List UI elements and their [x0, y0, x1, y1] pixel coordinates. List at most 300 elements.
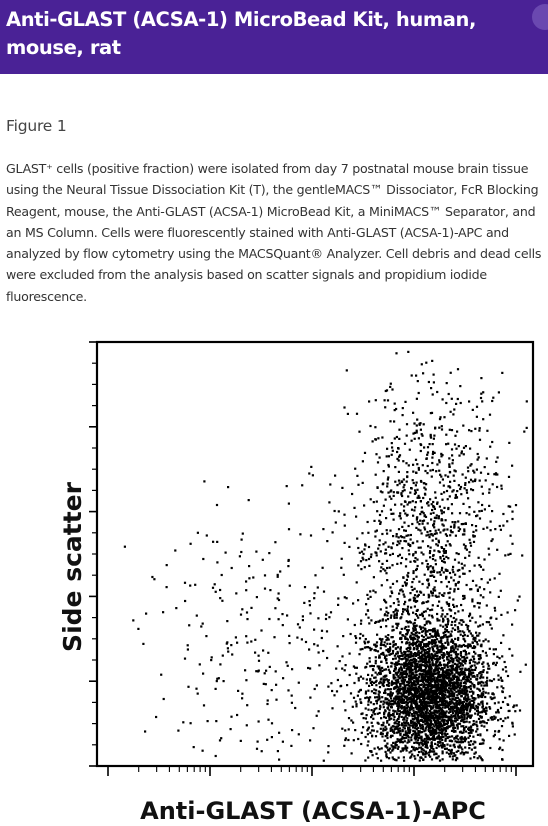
- data-point: [501, 372, 503, 374]
- data-point: [423, 446, 425, 448]
- data-point: [357, 564, 359, 566]
- data-point: [439, 506, 441, 508]
- data-point: [380, 647, 382, 649]
- data-point: [385, 639, 387, 641]
- data-point: [370, 701, 372, 703]
- data-point: [366, 663, 368, 665]
- data-point: [482, 493, 484, 495]
- data-point: [487, 640, 489, 642]
- data-point: [438, 596, 440, 598]
- data-point: [467, 628, 469, 630]
- data-point: [425, 483, 427, 485]
- data-point: [450, 544, 452, 546]
- data-point: [287, 560, 289, 562]
- data-point: [431, 746, 433, 748]
- data-point: [338, 510, 340, 512]
- data-point: [413, 422, 415, 424]
- data-point: [420, 450, 422, 452]
- data-point: [384, 600, 386, 602]
- data-point: [438, 427, 440, 429]
- data-point: [477, 654, 479, 656]
- data-point: [449, 486, 451, 488]
- data-point: [457, 697, 459, 699]
- data-point: [421, 363, 423, 365]
- data-point: [420, 444, 422, 446]
- data-point: [468, 747, 470, 749]
- data-point: [419, 757, 421, 759]
- data-point: [416, 615, 418, 617]
- data-point: [451, 398, 453, 400]
- data-point: [383, 706, 385, 708]
- data-point: [246, 724, 248, 726]
- data-point: [433, 435, 435, 437]
- data-point: [467, 737, 469, 739]
- data-point: [397, 625, 399, 627]
- data-point: [447, 663, 449, 665]
- data-point: [401, 480, 403, 482]
- data-point: [475, 584, 477, 586]
- data-point: [476, 688, 478, 690]
- data-point: [393, 495, 395, 497]
- data-point: [231, 567, 233, 569]
- data-point: [370, 498, 372, 500]
- data-point: [396, 681, 398, 683]
- data-point: [381, 510, 383, 512]
- data-point: [397, 598, 399, 600]
- data-point: [416, 482, 418, 484]
- data-point: [481, 486, 483, 488]
- data-point: [443, 723, 445, 725]
- data-point: [444, 691, 446, 693]
- data-point: [307, 667, 309, 669]
- data-point: [482, 694, 484, 696]
- data-point: [486, 604, 488, 606]
- data-point: [454, 754, 456, 756]
- data-point: [497, 719, 499, 721]
- data-point: [389, 530, 391, 532]
- data-point: [486, 722, 488, 724]
- data-point: [449, 481, 451, 483]
- data-point: [258, 655, 260, 657]
- data-point: [423, 706, 425, 708]
- data-point: [457, 631, 459, 633]
- data-point: [467, 715, 469, 717]
- data-point: [376, 673, 378, 675]
- data-point: [405, 638, 407, 640]
- data-point: [427, 735, 429, 737]
- data-point: [417, 754, 419, 756]
- data-point: [423, 487, 425, 489]
- data-point: [454, 663, 456, 665]
- data-point: [378, 520, 380, 522]
- data-point: [334, 510, 336, 512]
- data-point: [398, 471, 400, 473]
- data-point: [494, 730, 496, 732]
- data-point: [260, 629, 262, 631]
- data-point: [486, 703, 488, 705]
- data-point: [431, 575, 433, 577]
- data-point: [291, 729, 293, 731]
- data-point: [477, 643, 479, 645]
- data-point: [463, 682, 465, 684]
- data-point: [387, 688, 389, 690]
- data-point: [475, 525, 477, 527]
- data-point: [418, 661, 420, 663]
- data-point: [206, 534, 208, 536]
- data-point: [235, 636, 237, 638]
- data-point: [478, 632, 480, 634]
- data-point: [367, 704, 369, 706]
- data-point: [430, 653, 432, 655]
- data-point: [374, 426, 376, 428]
- data-point: [309, 667, 311, 669]
- data-point: [421, 433, 423, 435]
- data-point: [457, 570, 459, 572]
- data-point: [437, 544, 439, 546]
- data-point: [402, 694, 404, 696]
- data-point: [428, 684, 430, 686]
- data-point: [401, 658, 403, 660]
- data-point: [480, 566, 482, 568]
- data-point: [449, 588, 451, 590]
- data-point: [403, 692, 405, 694]
- data-point: [447, 666, 449, 668]
- data-point: [381, 670, 383, 672]
- data-point: [310, 466, 312, 468]
- data-point: [425, 727, 427, 729]
- data-point: [405, 730, 407, 732]
- data-point: [394, 403, 396, 405]
- data-point: [455, 584, 457, 586]
- data-point: [389, 649, 391, 651]
- data-point: [343, 574, 345, 576]
- data-point: [473, 720, 475, 722]
- data-point: [406, 704, 408, 706]
- data-point: [436, 596, 438, 598]
- data-point: [355, 637, 357, 639]
- data-point: [446, 528, 448, 530]
- data-point: [452, 413, 454, 415]
- data-point: [463, 528, 465, 530]
- data-point: [236, 642, 238, 644]
- data-point: [424, 720, 426, 722]
- data-point: [435, 693, 437, 695]
- data-point: [348, 546, 350, 548]
- data-point: [353, 682, 355, 684]
- data-point: [412, 500, 414, 502]
- data-point: [360, 623, 362, 625]
- data-point: [480, 472, 482, 474]
- data-point: [431, 667, 433, 669]
- data-point: [422, 372, 424, 374]
- data-point: [194, 584, 196, 586]
- data-point: [401, 699, 403, 701]
- data-point: [417, 657, 419, 659]
- data-point: [441, 569, 443, 571]
- data-point: [424, 618, 426, 620]
- data-point: [469, 698, 471, 700]
- data-point: [467, 679, 469, 681]
- data-point: [478, 557, 480, 559]
- data-point: [476, 469, 478, 471]
- data-point: [424, 470, 426, 472]
- data-point: [389, 671, 391, 673]
- data-point: [409, 701, 411, 703]
- data-point: [441, 613, 443, 615]
- data-point: [511, 465, 513, 467]
- data-point: [504, 661, 506, 663]
- data-point: [377, 650, 379, 652]
- data-point: [494, 697, 496, 699]
- data-point: [377, 746, 379, 748]
- data-point: [226, 643, 228, 645]
- data-point: [458, 746, 460, 748]
- data-point: [385, 552, 387, 554]
- data-point: [402, 460, 404, 462]
- data-point: [433, 710, 435, 712]
- data-point: [406, 514, 408, 516]
- data-point: [419, 614, 421, 616]
- data-point: [479, 690, 481, 692]
- data-point: [456, 552, 458, 554]
- data-point: [388, 704, 390, 706]
- data-point: [469, 620, 471, 622]
- data-point: [459, 709, 461, 711]
- data-point: [202, 623, 204, 625]
- data-point: [461, 523, 463, 525]
- data-point: [343, 406, 345, 408]
- data-point: [434, 681, 436, 683]
- data-point: [258, 720, 260, 722]
- data-point: [308, 600, 310, 602]
- data-point: [471, 634, 473, 636]
- data-point: [360, 676, 362, 678]
- data-point: [452, 729, 454, 731]
- data-point: [452, 566, 454, 568]
- data-point: [369, 657, 371, 659]
- data-point: [495, 716, 497, 718]
- data-point: [443, 416, 445, 418]
- data-point: [390, 697, 392, 699]
- data-point: [440, 728, 442, 730]
- data-point: [337, 604, 339, 606]
- data-point: [412, 721, 414, 723]
- data-point: [455, 667, 457, 669]
- data-point: [434, 667, 436, 669]
- data-point: [474, 676, 476, 678]
- data-point: [439, 649, 441, 651]
- data-point: [472, 704, 474, 706]
- data-point: [433, 640, 435, 642]
- data-point: [317, 617, 319, 619]
- data-point: [359, 552, 361, 554]
- data-point: [415, 723, 417, 725]
- data-point: [350, 633, 352, 635]
- data-point: [454, 435, 456, 437]
- data-point: [455, 651, 457, 653]
- data-point: [465, 683, 467, 685]
- data-point: [431, 687, 433, 689]
- data-point: [444, 654, 446, 656]
- data-point: [407, 666, 409, 668]
- data-point: [511, 518, 513, 520]
- data-point: [392, 450, 394, 452]
- data-point: [411, 586, 413, 588]
- data-point: [333, 694, 335, 696]
- data-point: [362, 726, 364, 728]
- data-point: [387, 476, 389, 478]
- data-point: [418, 437, 420, 439]
- data-point: [482, 569, 484, 571]
- data-point: [464, 716, 466, 718]
- data-point: [405, 672, 407, 674]
- data-point: [373, 710, 375, 712]
- data-point: [456, 757, 458, 759]
- data-point: [421, 743, 423, 745]
- data-point: [424, 660, 426, 662]
- data-point: [489, 446, 491, 448]
- data-point: [458, 741, 460, 743]
- data-point: [374, 748, 376, 750]
- data-point: [499, 657, 501, 659]
- data-point: [470, 740, 472, 742]
- data-point: [412, 633, 414, 635]
- data-point: [454, 647, 456, 649]
- data-point: [436, 757, 438, 759]
- data-point: [479, 586, 481, 588]
- data-point: [431, 636, 433, 638]
- data-point: [409, 449, 411, 451]
- data-point: [469, 708, 471, 710]
- data-point: [361, 532, 363, 534]
- data-point: [441, 428, 443, 430]
- data-point: [495, 664, 497, 666]
- data-point: [377, 665, 379, 667]
- data-point: [436, 665, 438, 667]
- data-point: [450, 722, 452, 724]
- data-point: [420, 481, 422, 483]
- data-point: [491, 510, 493, 512]
- data-point: [441, 736, 443, 738]
- data-point: [347, 413, 349, 415]
- data-point: [313, 592, 315, 594]
- data-point: [451, 708, 453, 710]
- data-point: [409, 729, 411, 731]
- data-point: [350, 692, 352, 694]
- data-point: [498, 748, 500, 750]
- data-point: [458, 553, 460, 555]
- data-point: [450, 714, 452, 716]
- data-point: [395, 408, 397, 410]
- data-point: [266, 703, 268, 705]
- data-point: [400, 562, 402, 564]
- data-point: [231, 653, 233, 655]
- data-point: [449, 429, 451, 431]
- data-point: [511, 655, 513, 657]
- data-point: [415, 686, 417, 688]
- data-point: [390, 617, 392, 619]
- data-point: [487, 473, 489, 475]
- data-point: [407, 572, 409, 574]
- data-point: [368, 546, 370, 548]
- data-point: [353, 507, 355, 509]
- data-point: [509, 506, 511, 508]
- page-header: [0, 0, 548, 74]
- data-point: [374, 696, 376, 698]
- data-point: [371, 690, 373, 692]
- data-point: [474, 664, 476, 666]
- data-point: [207, 720, 209, 722]
- data-point: [429, 550, 431, 552]
- data-point: [448, 631, 450, 633]
- data-point: [439, 708, 441, 710]
- data-point: [327, 751, 329, 753]
- data-point: [405, 714, 407, 716]
- data-point: [412, 687, 414, 689]
- data-point: [360, 648, 362, 650]
- data-point: [410, 708, 412, 710]
- data-point: [434, 739, 436, 741]
- data-point: [432, 506, 434, 508]
- data-point: [399, 648, 401, 650]
- data-point: [465, 726, 467, 728]
- data-point: [190, 722, 192, 724]
- data-point: [471, 524, 473, 526]
- data-point: [407, 728, 409, 730]
- data-point: [363, 504, 365, 506]
- data-point: [409, 492, 411, 494]
- data-point: [444, 474, 446, 476]
- data-point: [408, 599, 410, 601]
- data-point: [382, 722, 384, 724]
- data-point: [374, 551, 376, 553]
- data-point: [402, 719, 404, 721]
- data-point: [500, 485, 502, 487]
- data-point: [481, 711, 483, 713]
- data-point: [472, 706, 474, 708]
- data-point: [468, 513, 470, 515]
- data-point: [440, 476, 442, 478]
- data-point: [423, 730, 425, 732]
- data-point: [248, 577, 250, 579]
- data-point: [348, 728, 350, 730]
- data-point: [304, 586, 306, 588]
- data-point: [434, 634, 436, 636]
- data-point: [405, 712, 407, 714]
- data-point: [453, 475, 455, 477]
- data-point: [426, 472, 428, 474]
- data-point: [407, 351, 409, 353]
- data-point: [387, 399, 389, 401]
- data-point: [365, 691, 367, 693]
- plot-points: [124, 351, 528, 762]
- data-point: [446, 733, 448, 735]
- data-point: [452, 459, 454, 461]
- data-point: [375, 453, 377, 455]
- data-point: [428, 381, 430, 383]
- data-point: [442, 706, 444, 708]
- data-point: [474, 669, 476, 671]
- data-point: [335, 521, 337, 523]
- data-point: [454, 720, 456, 722]
- data-point: [412, 479, 414, 481]
- data-point: [472, 736, 474, 738]
- data-point: [420, 641, 422, 643]
- data-point: [446, 748, 448, 750]
- data-point: [397, 555, 399, 557]
- data-point: [444, 694, 446, 696]
- data-point: [246, 618, 248, 620]
